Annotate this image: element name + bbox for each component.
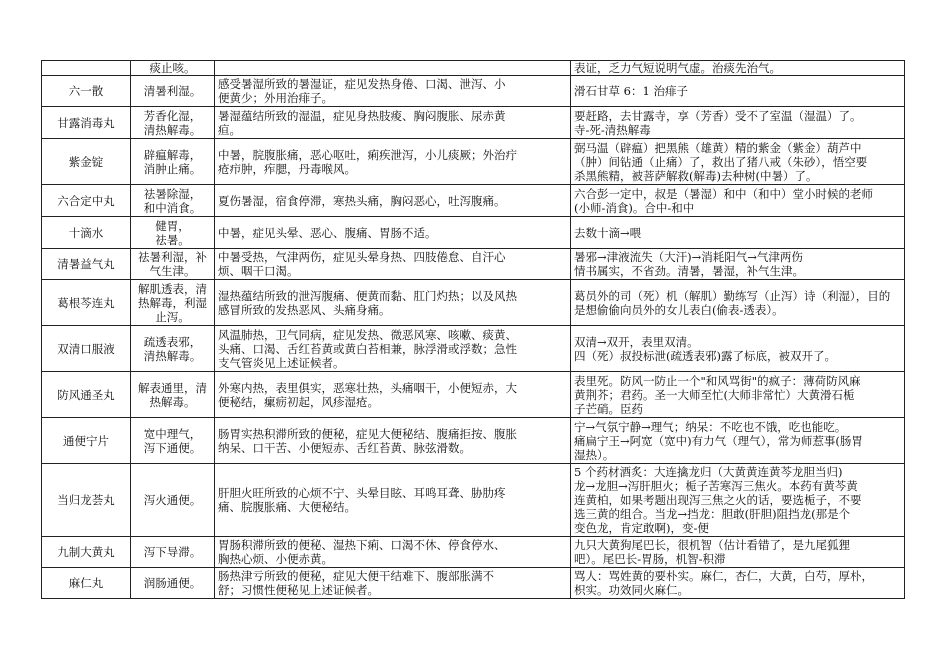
mnemonic-cell [571, 76, 905, 107]
cell-line: 泻火通便。 [143, 493, 202, 507]
cell-line: 纳呆、口干苦、小便短赤、舌红苔黄、脉弦滑数。 [218, 440, 471, 455]
cell-line: 支气管炎见上述证候者。 [218, 355, 345, 370]
cell-line: 情书属实，不省劲。清暑，暑湿，补气生津。 [574, 264, 804, 278]
table-row [42, 107, 905, 139]
cell-line: 中暑，症见头晕、恶心、腹痛、胃肠不适。 [218, 225, 437, 240]
table-row [42, 537, 905, 568]
indication-cell [215, 464, 571, 537]
formula-name-cell: 九制大黄丸 [42, 537, 131, 568]
cell-line: 暑湿蕴结所致的湿温，症见身热肢痠、胸闷腹胀、尿赤黄 [218, 108, 506, 123]
cell-line: 表里死。防风一防止一个"和风骂街"的疯子：薄荷防风麻 [574, 373, 861, 388]
indication-cell [215, 76, 571, 107]
table-row [42, 217, 905, 249]
cell-line: 黄荆芥；君药。圣一大师至忙(大师非常忙）大黄滑石栀 [574, 387, 855, 402]
formula-name-cell: 葛根芩连丸 [42, 280, 131, 326]
table-row [42, 280, 905, 326]
cell-line: 宽中理气， [143, 426, 202, 441]
function-cell [131, 464, 215, 537]
cell-line: 感受暑湿所致的暑湿证，症见发热身倦、口渴、泄泻、小 [218, 77, 506, 91]
cell-line: 泻下导滞。 [143, 545, 202, 559]
indication-cell [215, 107, 571, 139]
cell-line: 气生津。 [149, 264, 196, 278]
mnemonic-cell [571, 464, 905, 537]
cell-line: 变色龙，肯定敢啊)，变-便 [574, 521, 709, 535]
cell-line: 痛扁宁王→阿宽（宽中)有力气（理气），常为师惹事(肠胃 [574, 433, 863, 448]
cell-line: （肿）间钻通（止痛）了，救出了猪八戒（朱砂），悟空要 [574, 154, 868, 169]
cell-line: 滑石甘草 6：1 治痱子 [574, 84, 688, 98]
table-row [42, 76, 905, 107]
indication-cell [215, 185, 571, 217]
formula-name-cell: 甘露消毒丸 [42, 107, 131, 139]
cell-line: 风温肺热，卫气同病，症见发热、微恶风寒、咳嗽、痰黄、 [218, 327, 517, 342]
cell-line: 骂人：骂姓黄的要朴实。麻仁，杏仁，大黄，白芍，厚朴， [574, 569, 873, 583]
cell-line: 止泻。 [155, 309, 190, 324]
cell-line: 葛员外的司（死）机（解肌）勤练写（止泻）诗（利湿），目的 [574, 288, 891, 303]
cell-line: 痰止咳。 [149, 61, 196, 75]
cell-line: 祛暑除湿， [143, 186, 202, 201]
cell-line: 胸热心烦、小便赤黄。 [218, 552, 333, 566]
cell-line: 六合彭一定中，叔是（暑湿）和中（和中）堂小时候的老师 [574, 186, 873, 201]
indication-cell [215, 372, 571, 418]
formula-name-cell: 防风通圣丸 [42, 372, 131, 418]
indication-cell [215, 418, 571, 464]
mnemonic-cell [571, 372, 905, 418]
table-row [42, 185, 905, 217]
table-row [42, 418, 905, 464]
function-cell [131, 139, 215, 185]
cell-line: 热解毒。 [149, 394, 196, 409]
formula-table [41, 60, 905, 599]
cell-line: 连黄柏，如果考题出现泻三焦之火的话，要选栀子，不要 [574, 493, 862, 507]
formula-name-cell: 清暑益气丸 [42, 249, 131, 280]
cell-line: 清暑利湿。 [143, 84, 202, 98]
cell-line: 子芒硝。臣药 [574, 401, 643, 416]
mnemonic-cell [571, 326, 905, 372]
cell-line: 中暑受热，气津两伤，症见头晕身热、四肢倦怠、自汗心 [218, 250, 506, 264]
cell-line: 辟瘟解毒， [143, 147, 202, 162]
cell-line: 去数十滴→喂 [574, 225, 642, 240]
function-cell [131, 418, 215, 464]
cell-line: 感冒所致的发热恶风、头痛身痛。 [218, 302, 391, 317]
cell-line: 四（死）叔投标泄(疏透表邪)露了标底，被双开了。 [574, 348, 836, 363]
cell-line: 祛暑。 [155, 232, 190, 247]
formula-name-cell: 六一散 [42, 76, 131, 107]
cell-line: 5 个药材酒炙：大连擒龙归（大黄黄连黄芩龙胆当归) [574, 465, 843, 479]
cell-line: 健胃， [155, 218, 190, 233]
cell-line: 泻下通便。 [143, 440, 202, 455]
formula-name-cell: 双清口服液 [42, 326, 131, 372]
cell-line: 龙→龙胆→泻肝胆火；栀子苦寒泻三焦火。本药有黄芩黄 [574, 479, 858, 493]
cell-line: 暑邪→津液流失（大汗)→消耗阳气→气津两伤 [574, 250, 803, 264]
mnemonic-cell [571, 107, 905, 139]
cell-line: 胃肠积滞所致的便秘、湿热下痢、口渴不休、停食停水、 [218, 538, 506, 552]
indication-cell [215, 217, 571, 249]
table-row [42, 61, 905, 76]
mnemonic-cell [571, 139, 905, 185]
function-cell [131, 61, 215, 76]
function-cell [131, 185, 215, 217]
function-cell [131, 107, 215, 139]
cell-line: 疮疖肿，痄腮，丹毒喉风。 [218, 161, 356, 176]
cell-line: 中暑，脘腹胀痛，恶心呕吐，痢疾泄泻，小儿痰厥；外治疔 [218, 147, 517, 162]
cell-line: 便秘结，瘰疬初起，风疹湿疮。 [218, 394, 379, 409]
function-cell [131, 217, 215, 249]
cell-line: 和中消食。 [143, 200, 202, 215]
mnemonic-cell [571, 249, 905, 280]
cell-line: 热解毒，利湿 [138, 295, 207, 310]
cell-line: 九只大黄狗尾巴长，很机智（估计看错了，是九尾狐狸 [574, 538, 850, 552]
indication-cell [215, 249, 571, 280]
formula-name-cell: 通便宁片 [42, 418, 131, 464]
table-row [42, 568, 905, 599]
function-cell [131, 249, 215, 280]
cell-line: 杀黑熊精，被菩萨解救(解毒)去种树(中暑）了。 [574, 168, 818, 183]
cell-line: 烦、咽干口渴。 [218, 264, 299, 278]
formula-name-cell: 麻仁丸 [42, 568, 131, 599]
function-cell [131, 537, 215, 568]
cell-line: 枳实。功效同火麻仁。 [574, 583, 689, 597]
cell-line: 芳香化湿， [143, 108, 202, 123]
mnemonic-cell [571, 418, 905, 464]
cell-line: 便黄少；外用治痱子。 [218, 91, 333, 105]
cell-line: 解肌透表，清 [138, 281, 207, 296]
indication-cell [215, 139, 571, 185]
cell-line: 弼马温（辟瘟）把黑熊（雄黄）精的紫金（紫金）葫芦中 [574, 140, 862, 155]
cell-line: 润肠通便。 [143, 576, 202, 590]
indication-cell [215, 280, 571, 326]
table-body [42, 61, 905, 599]
function-cell [131, 280, 215, 326]
formula-name-cell: 十滴水 [42, 217, 131, 249]
formula-name-cell: 当归龙荟丸 [42, 464, 131, 537]
mnemonic-cell [571, 568, 905, 599]
table-row [42, 464, 905, 537]
table-row [42, 139, 905, 185]
cell-line: 痛、脘腹胀痛、大便秘结。 [218, 500, 356, 514]
indication-cell [215, 568, 571, 599]
table-row [42, 249, 905, 280]
cell-line: 清热解毒。 [143, 122, 202, 137]
cell-line: 寺-死-清热解毒 [574, 122, 651, 137]
table-row [42, 326, 905, 372]
cell-line: 选三黄的组合。当龙→挡龙：胆敢(肝胆)阻挡龙(那是个 [574, 507, 851, 521]
function-cell [131, 76, 215, 107]
indication-cell [215, 326, 571, 372]
mnemonic-cell [571, 217, 905, 249]
cell-line: 消肿止痛。 [143, 161, 202, 176]
cell-line: 要赶路，去甘露寺，享（芳香）受不了室温（湿温）了。 [574, 108, 862, 123]
cell-line: 疸。 [218, 122, 241, 137]
cell-line: 解表通里，清 [138, 380, 207, 395]
mnemonic-cell [571, 280, 905, 326]
cell-line: 肝胆火旺所致的心烦不宁、头晕目眩、耳鸣耳聋、胁肋疼 [218, 486, 506, 500]
herbal-formula-table-page [41, 60, 904, 599]
mnemonic-cell [571, 185, 905, 217]
table-row [42, 372, 905, 418]
cell-line: 舒；习惯性便秘见上述证候者。 [218, 583, 379, 597]
cell-line: 湿热蕴结所致的泄泻腹痛、便黄而黏、肛门灼热；以及风热 [218, 288, 517, 303]
mnemonic-cell [571, 537, 905, 568]
cell-line: 双清→双开，表里双清。 [574, 334, 699, 349]
formula-name-cell: 六合定中丸 [42, 185, 131, 217]
indication-cell [215, 61, 571, 76]
cell-line: (小师-消食)。合中-和中 [574, 200, 695, 215]
cell-line: 清热解毒。 [143, 348, 202, 363]
formula-name-cell [42, 61, 131, 76]
cell-line: 肠热津亏所致的便秘，症见大便干结难下、腹部胀满不 [218, 569, 494, 583]
function-cell [131, 568, 215, 599]
formula-name-cell: 紫金锭 [42, 139, 131, 185]
cell-line: 外寒内热，表里俱实，恶寒壮热，头痛咽干，小便短赤，大 [218, 380, 517, 395]
function-cell [131, 372, 215, 418]
cell-line: 吧）。尾巴长-胃肠，机智-积滞 [574, 552, 726, 566]
cell-line: 是想偷偷向员外的女儿表白(偷表-透表）。 [574, 302, 784, 317]
indication-cell [215, 537, 571, 568]
cell-line: 头痛、口渴、舌红苔黄或黄白苔相兼，脉浮滑或浮数；急性 [218, 341, 517, 356]
cell-line: 疏透表邪， [143, 334, 202, 349]
mnemonic-cell [571, 61, 905, 76]
cell-line: 湿热）。 [574, 447, 615, 462]
cell-line: 祛暑利湿，补 [138, 250, 207, 264]
cell-line: 宁→气氛宁静→理气；纳呆：不吃也不饿，吃也能吃。 [574, 419, 847, 434]
function-cell [131, 326, 215, 372]
cell-line: 肠胃实热积滞所致的便秘，症见大便秘结、腹痛拒按、腹胀 [218, 426, 517, 441]
cell-line: 夏伤暑湿，宿食停滞，寒热头痛，胸闷恶心，吐泻腹痛。 [218, 193, 506, 208]
cell-line: 表证，乏力气短说明气虚。治痰先治气。 [574, 61, 781, 75]
